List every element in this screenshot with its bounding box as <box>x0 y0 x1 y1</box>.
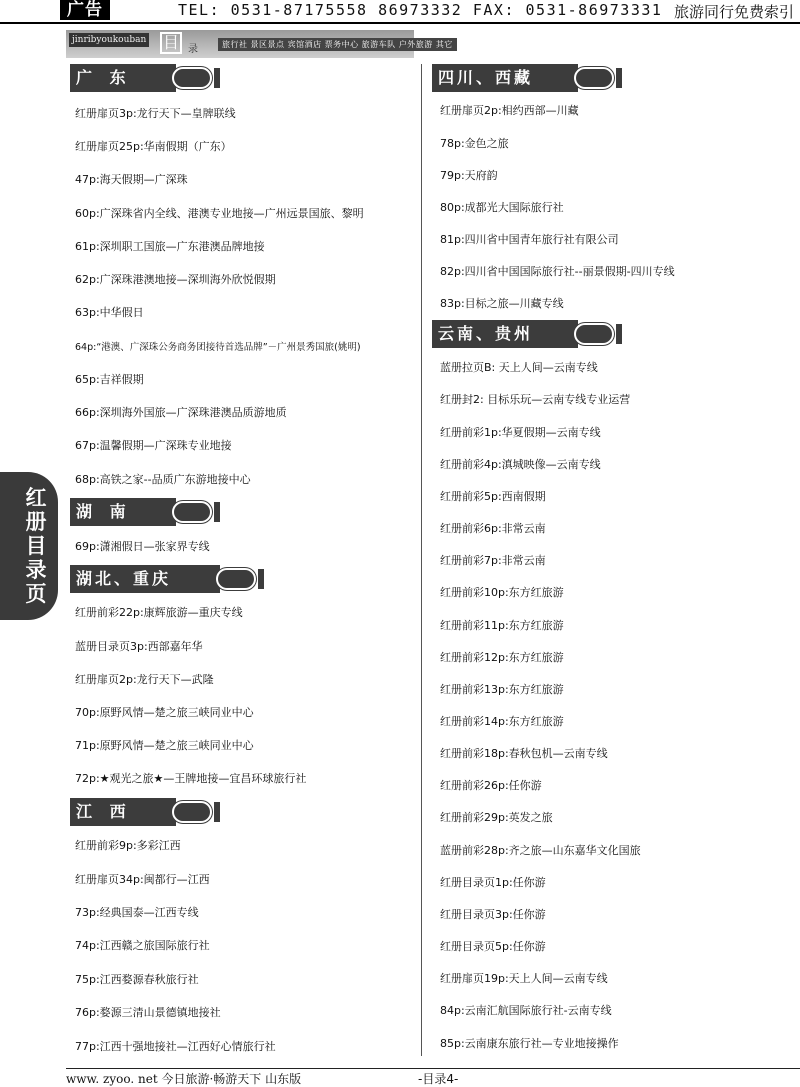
section-header-guangdong <box>70 64 220 92</box>
list-item[interactable]: 红册前彩11p:东方红旅游 <box>440 619 564 632</box>
side-tab-char: 册 <box>25 510 47 534</box>
contact-info: TEL: 0531-87175558 86973332 FAX: 0531-86973331 <box>178 1 663 19</box>
list-item[interactable]: 65p:吉祥假期 <box>75 373 144 386</box>
side-tab-char: 录 <box>25 558 47 582</box>
list-item[interactable]: 76p:婺源三清山景德镇地接社 <box>75 1006 221 1019</box>
section-pill <box>574 323 614 345</box>
footer <box>66 1068 800 1086</box>
list-item[interactable]: 红册目录页3p:任你游 <box>440 908 546 921</box>
section-bracket <box>214 502 220 522</box>
section-pill <box>574 67 614 89</box>
list-item[interactable]: 红册前彩6p:非常云南 <box>440 522 546 535</box>
brand-logo: jinribyoukouban <box>69 33 149 47</box>
list-item[interactable]: 红册前彩9p:多彩江西 <box>75 839 181 852</box>
section-bracket <box>214 802 220 822</box>
list-item[interactable]: 83p:目标之旅—川藏专线 <box>440 297 564 310</box>
list-item[interactable]: 红册前彩18p:春秋包机—云南专线 <box>440 747 608 760</box>
footer-rule <box>66 1068 800 1069</box>
side-tab-label <box>24 486 48 606</box>
section-header-hubei <box>70 565 265 593</box>
list-item[interactable]: 红册扉页2p:龙行天下—武隆 <box>75 673 214 686</box>
list-item[interactable]: 红册前彩26p:任你游 <box>440 779 542 792</box>
list-item[interactable]: 红册目录页1p:任你游 <box>440 876 546 889</box>
list-item[interactable]: 62p:广深珠港澳地接—深圳海外欣悦假期 <box>75 273 276 286</box>
list-item[interactable]: 64p:“港澳、广深珠公务商务团接待首选品牌”－广州景秀国旅(姚明) <box>75 342 361 353</box>
list-item[interactable]: 69p:潇湘假日—张家界专线 <box>75 540 210 553</box>
list-item[interactable]: 红册前彩29p:英发之旅 <box>440 811 553 824</box>
side-tab-char: 红 <box>25 486 47 510</box>
list-item[interactable]: 77p:江西十强地接社—江西好心情旅行社 <box>75 1040 276 1053</box>
section-header-yunnan <box>432 320 622 348</box>
list-item[interactable]: 63p:中华假日 <box>75 306 144 319</box>
list-item[interactable]: 红册扉页19p:天上人间—云南专线 <box>440 972 608 985</box>
section-header-sichuan <box>432 64 622 92</box>
list-item[interactable]: 73p:经典国泰—江西专线 <box>75 906 199 919</box>
list-item[interactable]: 红册扉页34p:闽都行—江西 <box>75 873 210 886</box>
list-item[interactable]: 红册前彩7p:非常云南 <box>440 554 546 567</box>
list-item[interactable]: 红册前彩5p:西南假期 <box>440 490 546 503</box>
list-item[interactable]: 蓝册拉页B: 天上人间—云南专线 <box>440 361 598 374</box>
side-tab-char: 目 <box>25 534 47 558</box>
section-pill <box>172 501 212 523</box>
toc-lu-char: 录 <box>188 44 198 55</box>
side-tab-char: 页 <box>25 582 47 606</box>
section-title: 四川、西藏 <box>432 64 578 92</box>
section-bracket <box>616 324 622 344</box>
top-bar <box>0 0 800 24</box>
list-item[interactable]: 61p:深圳职工国旅—广东港澳品牌地接 <box>75 240 265 253</box>
list-item[interactable]: 66p:深圳海外国旅—广深珠港澳品质游地质 <box>75 406 287 419</box>
section-title: 湖 南 <box>70 498 176 526</box>
list-item[interactable]: 蓝册前彩28p:齐之旅—山东嘉华文化国旅 <box>440 844 641 857</box>
toc-mu-char: 目 <box>160 32 182 54</box>
section-title: 江 西 <box>70 798 176 826</box>
section-title: 湖北、重庆 <box>70 565 220 593</box>
list-item[interactable]: 红册前彩1p:华夏假期—云南专线 <box>440 426 601 439</box>
list-item[interactable]: 84p:云南汇航国际旅行社-云南专线 <box>440 1004 612 1017</box>
page-number: -目录4- <box>418 1072 459 1086</box>
section-header-hunan <box>70 498 220 526</box>
section-title: 云南、贵州 <box>432 320 578 348</box>
list-item[interactable]: 红册封2: 目标乐玩—云南专线专业运营 <box>440 393 631 406</box>
section-pill <box>216 568 256 590</box>
category-strip: 旅行社 景区景点 宾馆酒店 票务中心 旅游车队 户外旅游 其它 <box>218 38 457 51</box>
section-bracket <box>258 569 264 589</box>
list-item[interactable]: 72p:★观光之旅★—王牌地接—宜昌环球旅行社 <box>75 772 307 785</box>
list-item[interactable]: 红册前彩13p:东方红旅游 <box>440 683 564 696</box>
list-item[interactable]: 85p:云南康东旅行社—专业地接操作 <box>440 1037 619 1050</box>
list-item[interactable]: 71p:原野风情—楚之旅三峡同业中心 <box>75 739 254 752</box>
list-item[interactable]: 红册前彩14p:东方红旅游 <box>440 715 564 728</box>
section-pill <box>172 801 212 823</box>
section-bracket <box>616 68 622 88</box>
list-item[interactable]: 红册前彩22p:康辉旅游—重庆专线 <box>75 606 243 619</box>
section-header-jiangxi <box>70 798 220 826</box>
list-item[interactable]: 67p:温馨假期—广深珠专业地接 <box>75 439 232 452</box>
section-title: 广 东 <box>70 64 176 92</box>
list-item[interactable]: 74p:江西赣之旅国际旅行社 <box>75 939 210 952</box>
column-divider <box>421 64 422 1056</box>
section-bracket <box>214 68 220 88</box>
list-item[interactable]: 70p:原野风情—楚之旅三峡同业中心 <box>75 706 254 719</box>
list-item[interactable]: 82p:四川省中国国际旅行社--丽景假期-四川专线 <box>440 265 675 278</box>
list-item[interactable]: 75p:江西婺源春秋旅行社 <box>75 973 199 986</box>
list-item[interactable]: 红册前彩12p:东方红旅游 <box>440 651 564 664</box>
list-item[interactable]: 红册前彩10p:东方红旅游 <box>440 586 564 599</box>
ad-label: 广告 <box>60 0 110 20</box>
list-item[interactable]: 红册扉页25p:华南假期（广东） <box>75 140 232 153</box>
list-item[interactable]: 红册扉页2p:相约西部—川藏 <box>440 104 579 117</box>
list-item[interactable]: 79p:天府韵 <box>440 169 498 182</box>
footer-site: www. zyoo. net 今日旅游·畅游天下 山东版 <box>66 1072 302 1086</box>
index-title: 旅游同行免费索引 <box>673 3 794 21</box>
list-item[interactable]: 47p:海天假期—广深珠 <box>75 173 188 186</box>
list-item[interactable]: 蓝册目录页3p:西部嘉年华 <box>75 640 203 653</box>
list-item[interactable]: 60p:广深珠省内全线、港澳专业地接—广州远景国旅、黎明 <box>75 207 364 220</box>
list-item[interactable]: 68p:高铁之家--品质广东游地接中心 <box>75 473 251 486</box>
list-item[interactable]: 红册目录页5p:任你游 <box>440 940 546 953</box>
list-item[interactable]: 80p:成都光大国际旅行社 <box>440 201 564 214</box>
list-item[interactable]: 81p:四川省中国青年旅行社有限公司 <box>440 233 619 246</box>
list-item[interactable]: 红册前彩4p:滇城映像—云南专线 <box>440 458 601 471</box>
section-pill <box>172 67 212 89</box>
list-item[interactable]: 78p:金色之旅 <box>440 137 509 150</box>
list-item[interactable]: 红册扉页3p:龙行天下—皇牌联线 <box>75 107 236 120</box>
